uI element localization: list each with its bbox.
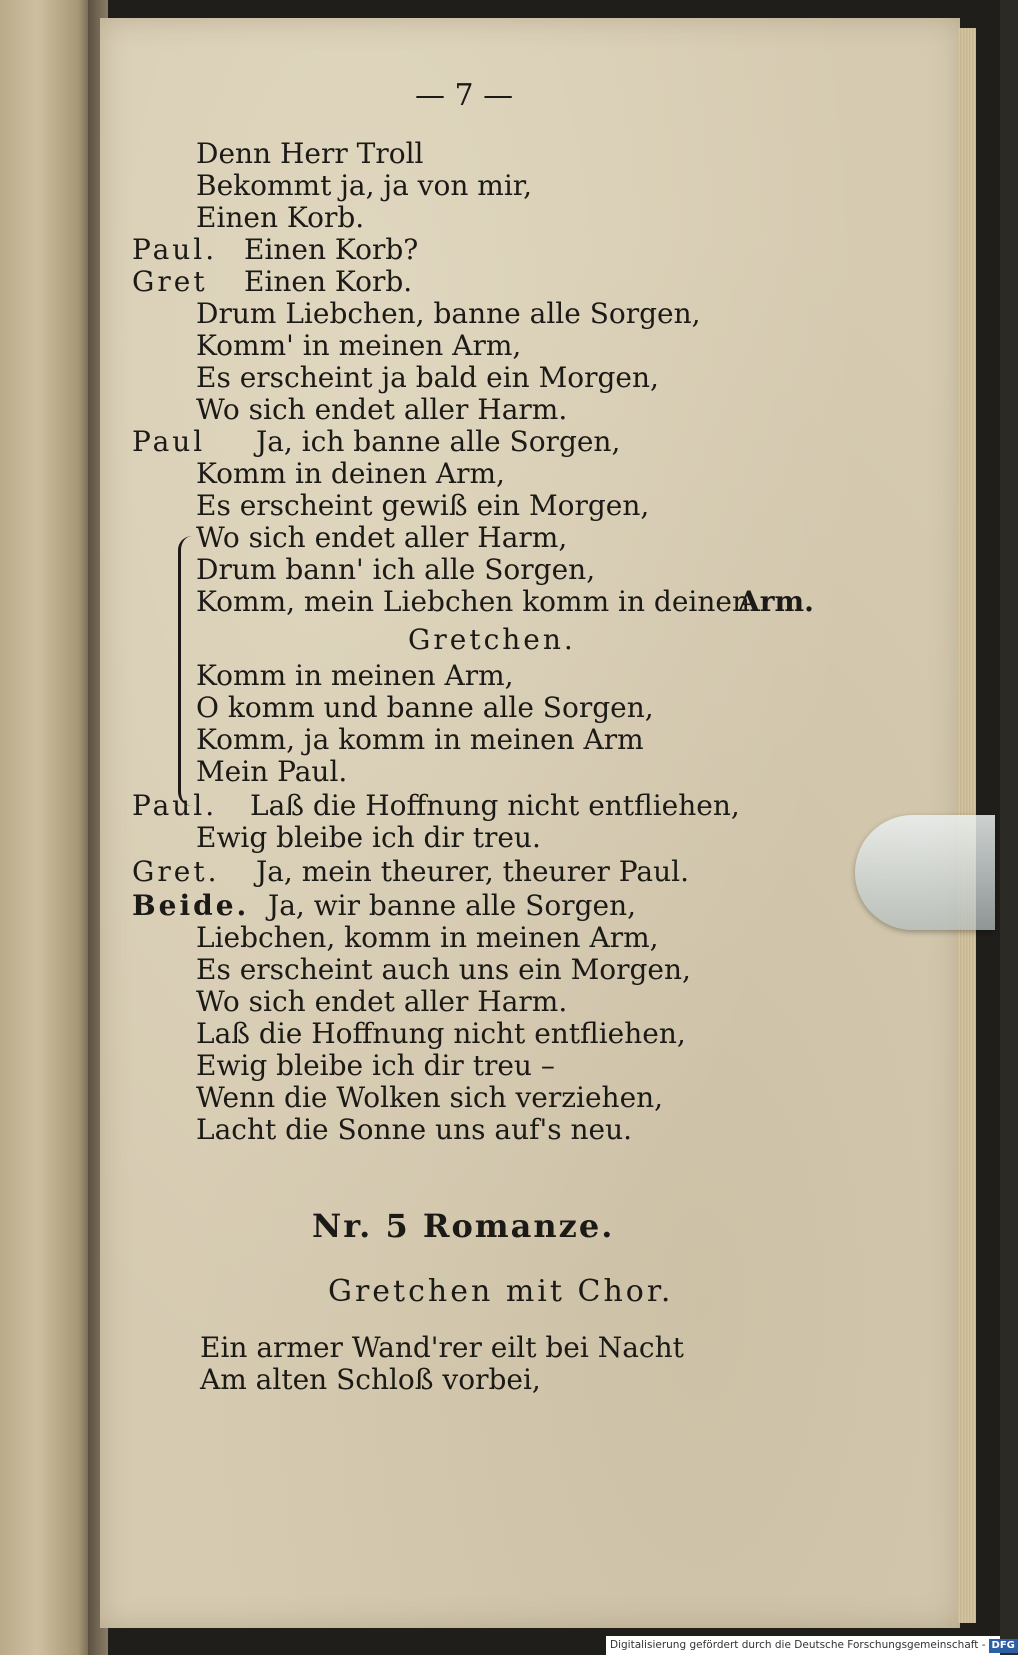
- verse-line: Einen Korb.: [244, 265, 413, 298]
- credit-text: Digitalisierung gefördert durch die Deutsche Forschungsgemeinschaft -: [610, 1639, 986, 1651]
- speaker-label: Paul.: [132, 233, 218, 266]
- speaker-label: Beide.: [132, 889, 250, 922]
- digitization-credit: [606, 1636, 1015, 1655]
- verse-line: Komm' in meinen Arm,: [196, 329, 522, 362]
- speaker-label: Paul.: [132, 789, 218, 822]
- verse-line: Bekommt ja, ja von mir,: [196, 169, 532, 202]
- verse-line: Wo sich endet aller Harm.: [196, 393, 568, 426]
- verse-line: Ja, wir banne alle Sorgen,: [268, 889, 637, 922]
- verse-line: Es erscheint auch uns ein Morgen,: [196, 953, 691, 986]
- verse-line: Am alten Schloß vorbei,: [200, 1363, 541, 1396]
- verse-line: Ewig bleibe ich dir treu –: [196, 1049, 555, 1082]
- verse-line: Komm in meinen Arm,: [196, 659, 514, 692]
- verse-line: Drum bann' ich alle Sorgen,: [196, 553, 596, 586]
- verse-line: Ja, mein theurer, theurer Paul.: [256, 855, 689, 888]
- verse-line: Wenn die Wolken sich verziehen,: [196, 1081, 664, 1114]
- speaker-label: Paul: [132, 425, 206, 458]
- verse-line: Ewig bleibe ich dir treu.: [196, 821, 541, 854]
- dfg-logo: DFG: [989, 1639, 1018, 1653]
- verse-line: Wo sich endet aller Harm,: [196, 521, 568, 554]
- verse-line: Ja, ich banne alle Sorgen,: [256, 425, 621, 458]
- verse-line: Einen Korb?: [244, 233, 419, 266]
- verse-line: Komm, ja komm in meinen Arm: [196, 723, 644, 756]
- verse-line: Einen Korb.: [196, 201, 365, 234]
- verse-line: Komm, mein Liebchen komm in deinen: [196, 585, 750, 618]
- verse-line: Ein armer Wand'rer eilt bei Nacht: [200, 1331, 684, 1364]
- duet-brace: [178, 536, 195, 806]
- page-number: — 7 —: [415, 78, 514, 113]
- verse-line: Wo sich endet aller Harm.: [196, 985, 568, 1018]
- speaker-label: Gret.: [132, 855, 220, 888]
- verse-line: Laß die Hoffnung nicht entfliehen,: [196, 1017, 686, 1050]
- verse-line: Lacht die Sonne uns auf's neu.: [196, 1113, 633, 1146]
- verse-line: Liebchen, komm in meinen Arm,: [196, 921, 659, 954]
- verse-line: Komm in deinen Arm,: [196, 457, 505, 490]
- section-heading: Nr. 5 Romanze.: [312, 1207, 615, 1245]
- section-subheading: Gretchen mit Chor.: [328, 1274, 674, 1309]
- verse-line: Denn Herr Troll: [196, 137, 424, 170]
- verse-line: Es erscheint ja bald ein Morgen,: [196, 361, 659, 394]
- verse-line: Mein Paul.: [196, 755, 348, 788]
- verse-line: O komm und banne alle Sorgen,: [196, 691, 654, 724]
- speaker-label: Gret: [132, 265, 208, 298]
- speaker-heading: Gretchen.: [408, 623, 576, 656]
- verse-line: Laß die Hoffnung nicht entfliehen,: [250, 789, 740, 822]
- verse-line-end: Arm.: [738, 585, 814, 618]
- verse-line: Drum Liebchen, banne alle Sorgen,: [196, 297, 701, 330]
- verse-line: Es erscheint gewiß ein Morgen,: [196, 489, 650, 522]
